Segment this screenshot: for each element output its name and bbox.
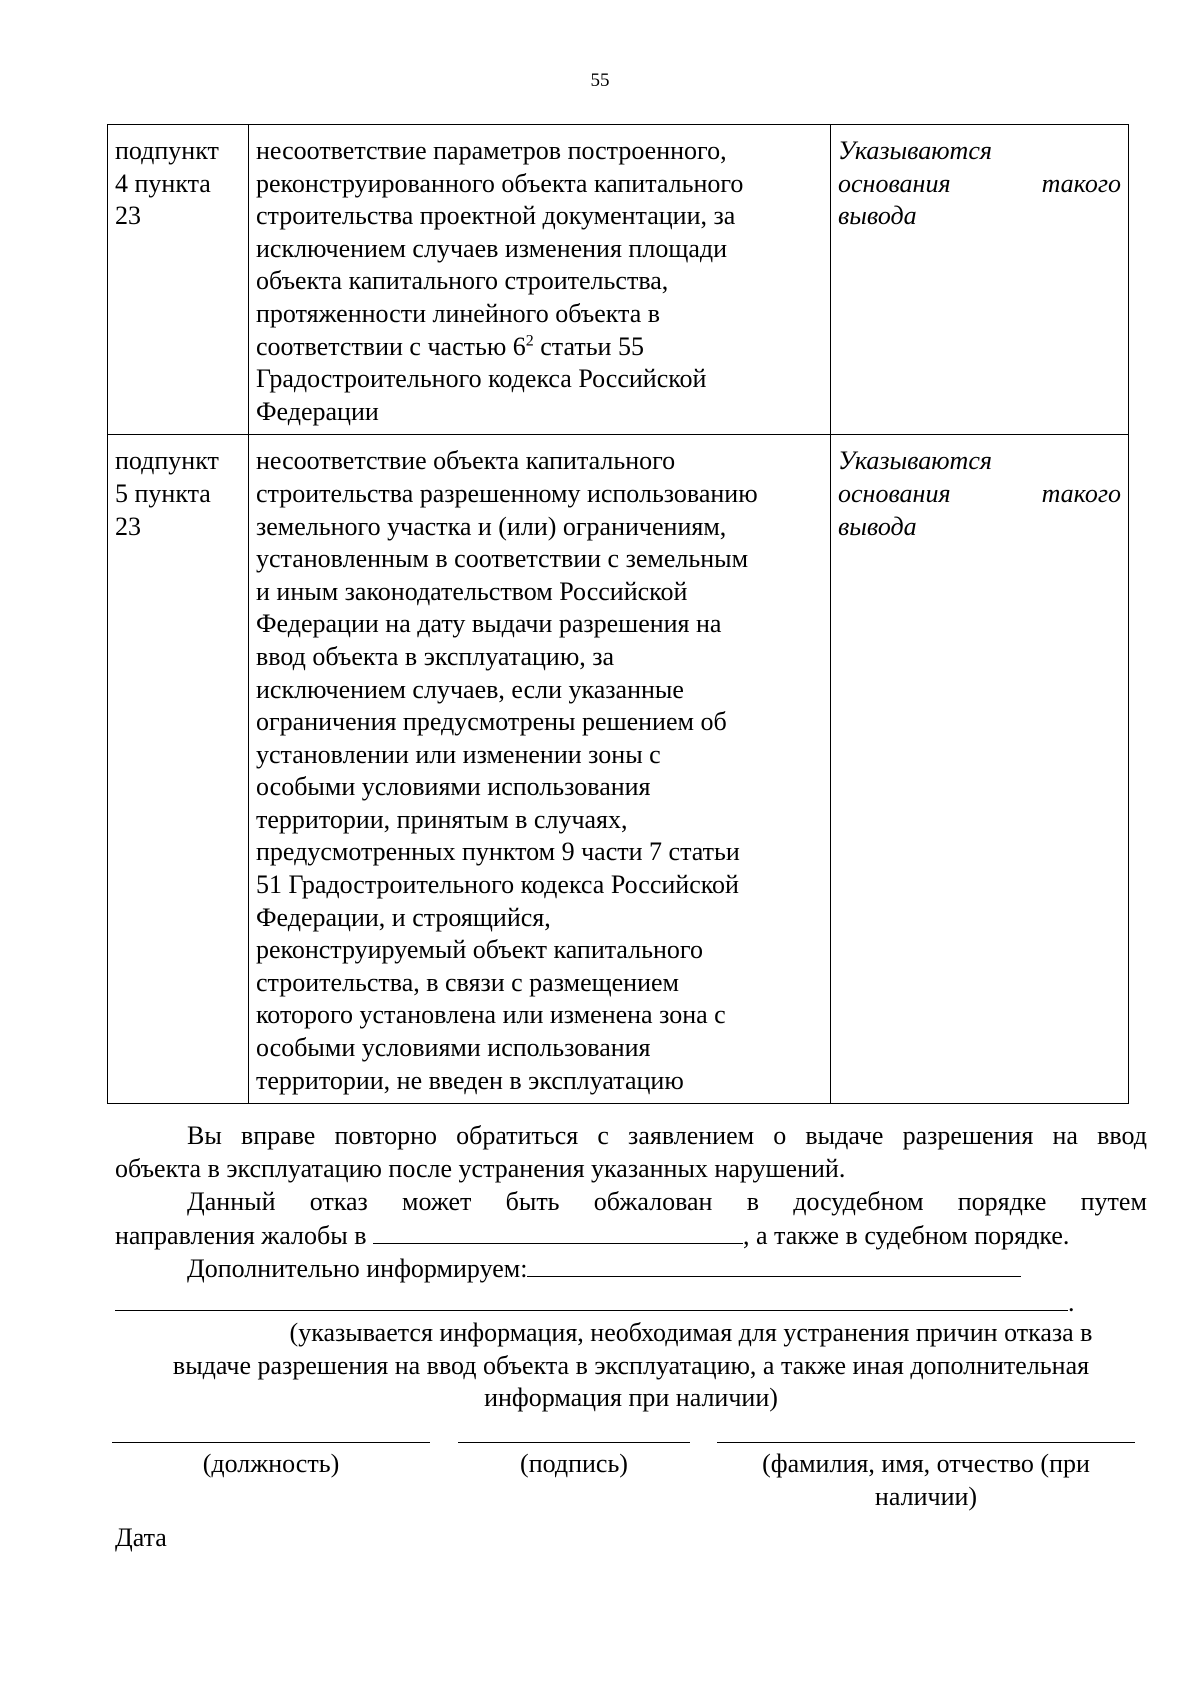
appeal-paragraph: Данный отказ может быть обжалован в досудебном порядке путем направления жалобы в , а также в судебном порядке.: [115, 1187, 1147, 1250]
clause-reference-cell: подпункт 4 пункта 23: [108, 125, 249, 435]
grounds-table: [107, 124, 1129, 1104]
table-row: [108, 435, 1129, 1104]
reapply-paragraph: Вы вправе повторно обратиться с заявлением о выдаче разрешения на ввод объекта в эксплуатацию после устранения указанных нарушений.: [115, 1121, 1147, 1183]
basis-explanation-cell: Указываются основания такого вывода: [831, 435, 1129, 1104]
instruction-note: (указывается информация, необходимая для устранения причин отказа в выдаче разрешения на ввод объекта в эксплуатацию, а также иная дополнительная информация при наличии): [172, 1318, 1093, 1413]
basis-explanation-cell: Указываются основания такого вывода: [831, 125, 1129, 435]
refusal-ground-cell: несоответствие объекта капитального строительства разрешенному использованию земельного участка и (или) ограничениям, установленным в соответствии с земельным и иным законодательством Российской Федерации на дату выдачи разрешения на ввод объекта в эксплуатацию, за исключением случаев, если указанные ограничения предусмотрены решением об установлении или изменении зоны с особыми условиями использования территории, принятым в случаях, предусмотренных пунктом 9 части 7 статьи 51 Градостроительного кодекса Российской Федерации, и строящийся, реконструируемый объект капитального строительства, в связи с размещением которого установлена или изменена зона с особыми условиями использования территории, не введен в эксплуатацию: [249, 435, 831, 1104]
position-line[interactable]: [112, 1442, 430, 1443]
additional-info-blank-line[interactable]: [115, 1286, 1068, 1311]
position-label: (должность): [202, 1449, 340, 1478]
complaint-authority-blank[interactable]: [373, 1219, 743, 1244]
date-label: Дата: [115, 1523, 167, 1552]
refusal-ground-cell: несоответствие параметров построенного, реконструированного объекта капитального строительства проектной документации, за исключением случаев изменения площади объекта капитального строительства, протяженности линейного объекта в соответствии с частью $6^2$ статьи 55 Градостроительного кодекса Российской Федерации: [249, 125, 831, 435]
additional-info-paragraph: Дополнительно информируем: .: [115, 1252, 1147, 1319]
clause-reference-cell: подпункт 5 пункта 23: [108, 435, 249, 1104]
full-name-label: (фамилия, имя, отчество (при наличии): [762, 1449, 1090, 1511]
page-number: 55: [590, 70, 610, 91]
additional-info-blank[interactable]: [527, 1252, 1021, 1277]
signature-line[interactable]: [458, 1442, 690, 1443]
signature-label: (подпись): [520, 1449, 628, 1478]
table-row: [108, 125, 1129, 435]
full-name-line[interactable]: [717, 1442, 1135, 1443]
